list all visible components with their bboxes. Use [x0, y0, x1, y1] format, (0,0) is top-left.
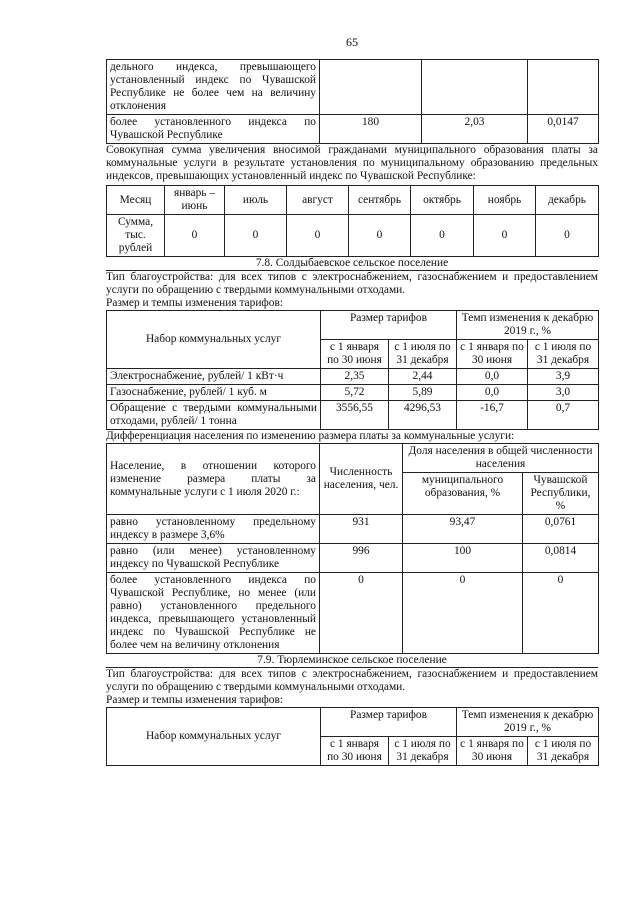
- sum-label: Сумма, тыс. рублей: [107, 215, 165, 257]
- sum-value: 0: [474, 215, 536, 257]
- sum-value: 0: [536, 215, 599, 257]
- header-period: с 1 июля по 31 декабря: [528, 737, 599, 766]
- table-row: [107, 444, 599, 473]
- header-rate: Темп изменения к декабрю 2019 г., %: [457, 311, 599, 340]
- table-cell: 0,0147: [528, 115, 599, 144]
- header-period: с 1 января по 30 июня: [457, 340, 528, 369]
- diff-label: равно (или менее) установленному индексу по Чувашской Республике: [107, 544, 320, 573]
- header-population: Население, в отношении которого изменение размера платы за коммунальные услуги с 1 июля 2020 г.:: [107, 444, 320, 515]
- tariffs-table-7-8: [106, 310, 599, 430]
- diff-value: 0: [403, 573, 523, 654]
- diff-value: 996: [320, 544, 403, 573]
- header-period: с 1 января по 30 июня: [321, 737, 389, 766]
- table-row: [107, 369, 599, 385]
- month-cell: январь – июнь: [165, 186, 225, 215]
- header-period: с 1 июля по 31 декабря: [389, 737, 457, 766]
- header-set: Набор коммунальных услуг: [107, 708, 321, 766]
- table-cell: 2,03: [422, 115, 528, 144]
- tariffs-caption: Размер и темпы изменения тарифов:: [106, 297, 284, 309]
- tariff-name: Электроснабжение, рублей/ 1 кВт·ч: [107, 369, 321, 385]
- sum-paragraph: Совокупная сумма увеличения вносимой гражданами муниципального образования платы за коммунальные услуги в результате установления по муниципальному образованию предельных индексов, превышающих установленный индекс по Чувашской Республике:: [106, 144, 598, 182]
- table-row: [107, 401, 599, 430]
- tariff-value: 2,44: [389, 369, 457, 385]
- diff-value: 0: [320, 573, 403, 654]
- table-row: [107, 186, 599, 215]
- table-row: [107, 311, 599, 340]
- months-table: [106, 185, 599, 257]
- table-cell-label: дельного индекса, превышающего установленный индекс по Чувашской Республике не более чем на величину отклонения: [107, 60, 320, 115]
- diff-table-7-8: [106, 443, 599, 654]
- table-row: [107, 215, 599, 257]
- diff-value: 931: [320, 515, 403, 544]
- tariff-value: 3,0: [528, 385, 599, 401]
- header-share: Доля населения в общей численности населения: [403, 444, 599, 473]
- tariff-value: 2,35: [321, 369, 389, 385]
- sum-value: 0: [411, 215, 474, 257]
- tariff-value: 0,7: [528, 401, 599, 430]
- month-cell: ноябрь: [474, 186, 536, 215]
- tariff-name: Газоснабжение, рублей/ 1 куб. м: [107, 385, 321, 401]
- month-cell: июль: [225, 186, 287, 215]
- tariff-value: 5,72: [321, 385, 389, 401]
- month-cell: август: [287, 186, 349, 215]
- table-cell: [320, 60, 422, 115]
- top-table: [106, 59, 599, 144]
- tariffs-table-7-9: [106, 707, 599, 766]
- table-cell-label: более установленного индекса по Чувашской Республике: [107, 115, 320, 144]
- header-size: Размер тарифов: [321, 708, 457, 737]
- header-period: с 1 июля по 31 декабря: [389, 340, 457, 369]
- tariff-value: 3556,55: [321, 401, 389, 430]
- header-rate: Темп изменения к декабрю 2019 г., %: [457, 708, 599, 737]
- table-row: [107, 385, 599, 401]
- tariffs-caption: Размер и темпы изменения тарифов:: [106, 694, 284, 706]
- table-cell: [422, 60, 528, 115]
- header-period: с 1 января по 30 июня: [457, 737, 528, 766]
- table-row: [107, 515, 599, 544]
- month-header: Месяц: [107, 186, 165, 215]
- section-title-7-8: 7.8. Солдыбаевское сельское поселение: [255, 257, 449, 269]
- table-cell: [528, 60, 599, 115]
- month-cell: сентябрь: [349, 186, 411, 215]
- diff-value: 0: [523, 573, 599, 654]
- table-row: [107, 708, 599, 737]
- header-period: с 1 июля по 31 декабря: [528, 340, 599, 369]
- tariff-value: 4296,53: [389, 401, 457, 430]
- tariff-value: 0,0: [457, 385, 528, 401]
- table-row: [107, 544, 599, 573]
- diff-value: 0,0814: [523, 544, 599, 573]
- table-row: [107, 115, 599, 144]
- tariff-value: 5,89: [389, 385, 457, 401]
- document-page: [106, 36, 598, 766]
- diff-value: 93,47: [403, 515, 523, 544]
- sum-value: 0: [165, 215, 225, 257]
- sum-value: 0: [349, 215, 411, 257]
- improvement-text: Тип благоустройства: для всех типов с электроснабжением, газоснабжением и предоставлением услуги по обращению с твердыми коммунальными отходами.: [106, 668, 598, 693]
- diff-value: 100: [403, 544, 523, 573]
- tariff-value: 0,0: [457, 369, 528, 385]
- header-mun: муниципального образования, %: [403, 473, 523, 515]
- tariff-value: -16,7: [457, 401, 528, 430]
- section-title-7-9: 7.9. Тюрлеминское сельское поселение: [257, 654, 447, 666]
- diff-label: более установленного индекса по Чувашской Республике, но менее (или равно) установленного предельного индекса, превышающего установленный индекс по Чувашской Республике не более чем на величину отклонения: [107, 573, 320, 654]
- diff-caption: Дифференциация населения по изменению размера платы за коммунальные услуги:: [106, 430, 515, 442]
- table-row: [107, 60, 599, 115]
- page-number: 65: [346, 35, 358, 49]
- month-cell: декабрь: [536, 186, 599, 215]
- table-row: [107, 573, 599, 654]
- header-set: Набор коммунальных услуг: [107, 311, 321, 369]
- header-period: с 1 января по 30 июня: [321, 340, 389, 369]
- header-count: Численность населения, чел.: [320, 444, 403, 515]
- diff-value: 0,0761: [523, 515, 599, 544]
- sum-value: 0: [225, 215, 287, 257]
- tariff-value: 3,9: [528, 369, 599, 385]
- table-cell: 180: [320, 115, 422, 144]
- sum-value: 0: [287, 215, 349, 257]
- diff-label: равно установленному предельному индексу в размере 3,6%: [107, 515, 320, 544]
- improvement-text: Тип благоустройства: для всех типов с электроснабжением, газоснабжением и предоставлением услуги по обращению с твердыми коммунальными отходами.: [106, 271, 598, 296]
- header-size: Размер тарифов: [321, 311, 457, 340]
- header-rep: Чувашской Республики, %: [523, 473, 599, 515]
- month-cell: октябрь: [411, 186, 474, 215]
- tariff-name: Обращение с твердыми коммунальными отходами, рублей/ 1 тонна: [107, 401, 321, 430]
